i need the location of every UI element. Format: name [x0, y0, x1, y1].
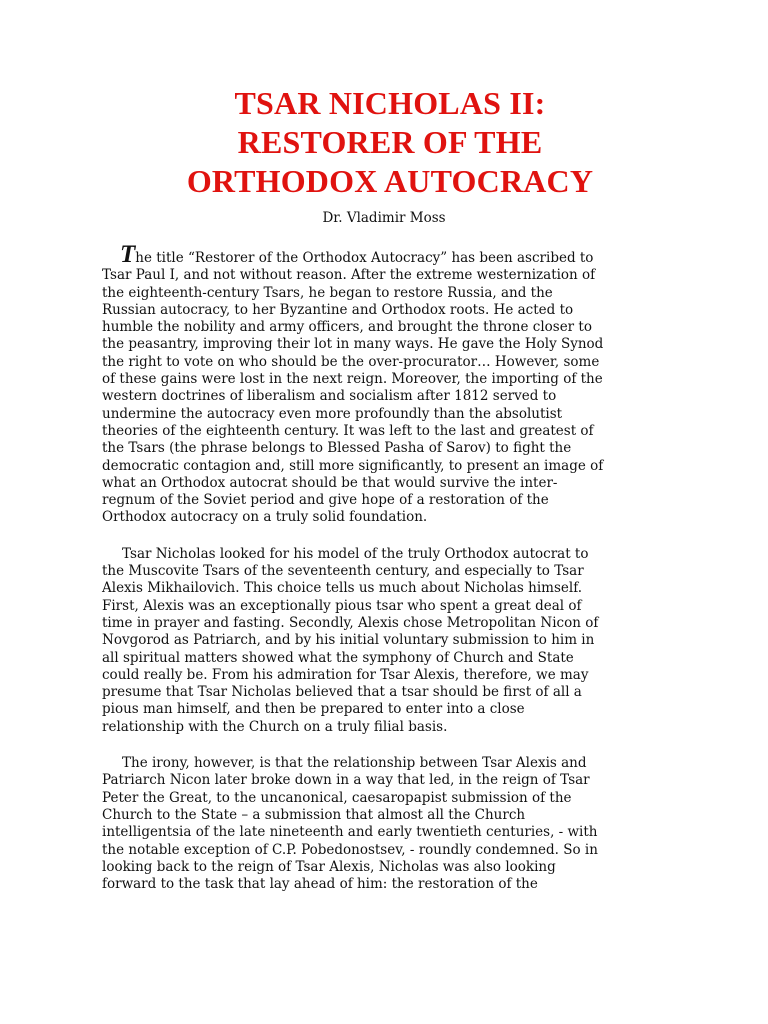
text-line: forward to the task that lay ahead of him: the restoration of the	[102, 876, 538, 893]
text-line: the notable exception of C.P. Pobedonostsev, - roundly condemned. So in	[102, 841, 598, 858]
text-line: intelligentsia of the late nineteenth and early twentieth centuries, - with	[102, 824, 598, 841]
document-title	[60, 84, 720, 201]
text-line: could really be. From his admiration for Tsar Alexis, therefore, we may	[102, 666, 589, 683]
text-line: presume that Tsar Nicholas believed that a tsar should be first of all a	[102, 684, 582, 701]
text-line: Orthodox autocracy on a truly solid foundation.	[102, 509, 428, 526]
text-line: all spiritual matters showed what the symphony of Church and State	[102, 649, 574, 666]
text-line: Russian autocracy, to her Byzantine and Orthodox roots. He acted to	[102, 301, 574, 318]
drop-cap: T	[120, 241, 136, 268]
text-line: undermine the autocracy even more profoundly than the absolutist	[102, 405, 563, 422]
text-line: the Tsars (the phrase belongs to Blessed Pasha of Sarov) to fight the	[102, 440, 572, 457]
author-name: Dr. Vladimir Moss	[322, 210, 446, 226]
text-line: Tsar Paul I, and not without reason. After the extreme westernization of	[102, 267, 596, 284]
text-line: humble the nobility and army officers, and brought the throne closer to	[102, 319, 592, 336]
text-line: pious man himself, and then be prepared to enter into a close	[102, 701, 525, 718]
text-line: democratic contagion and, still more significantly, to present an image of	[102, 457, 604, 474]
text-line: looking back to the reign of Tsar Alexis, Nicholas was also looking	[102, 858, 556, 875]
text-line: the peasantry, improving their lot in many ways. He gave the Holy Synod	[102, 336, 604, 353]
text-line: western doctrines of liberalism and socialism after 1812 served to	[102, 388, 557, 405]
title-line: TSAR NICHOLAS II:	[234, 85, 546, 121]
text-line: The irony, however, is that the relationship between Tsar Alexis and	[122, 755, 587, 772]
text-line: Patriarch Nicon later broke down in a way that led, in the reign of Tsar	[102, 772, 590, 789]
text-line: what an Orthodox autocrat should be that would survive the inter-	[102, 474, 558, 491]
paragraph-1	[102, 241, 622, 527]
text-line: the right to vote on who should be the over-procurator… However, some	[102, 353, 600, 370]
document-body	[102, 241, 622, 912]
text-line-content: he title “Restorer of the Orthodox Autocracy” has been ascribed to	[135, 250, 594, 266]
text-line: regnum of the Soviet period and give hope of a restoration of the	[102, 492, 549, 509]
text-line: of these gains were lost in the next reign. Moreover, the importing of the	[102, 371, 603, 388]
text-line	[102, 241, 622, 268]
text-line: time in prayer and fasting. Secondly, Alexis chose Metropolitan Nicon of	[102, 614, 599, 631]
paragraph-3	[102, 755, 622, 893]
text-line: relationship with the Church on a truly filial basis.	[102, 718, 448, 735]
text-line: the eighteenth-century Tsars, he began to restore Russia, and the	[102, 284, 553, 301]
text-line: Novgorod as Patriarch, and by his initial voluntary submission to him in	[102, 632, 595, 649]
title-line: RESTORER OF THE	[237, 124, 543, 160]
text-line: Alexis Mikhailovich. This choice tells us much about Nicholas himself.	[102, 580, 583, 597]
title-line: ORTHODOX AUTOCRACY	[186, 163, 594, 199]
text-line: Church to the State – a submission that almost all the Church	[102, 806, 526, 823]
text-line: First, Alexis was an exceptionally pious tsar who spent a great deal of	[102, 597, 582, 614]
text-line: Peter the Great, to the uncanonical, caesaropapist submission of the	[102, 789, 572, 806]
text-line: Tsar Nicholas looked for his model of the truly Orthodox autocrat to	[122, 545, 589, 562]
text-line: theories of the eighteenth century. It was left to the last and greatest of	[102, 422, 594, 439]
text-line: the Muscovite Tsars of the seventeenth century, and especially to Tsar	[102, 563, 584, 580]
paragraph-2	[102, 546, 622, 736]
